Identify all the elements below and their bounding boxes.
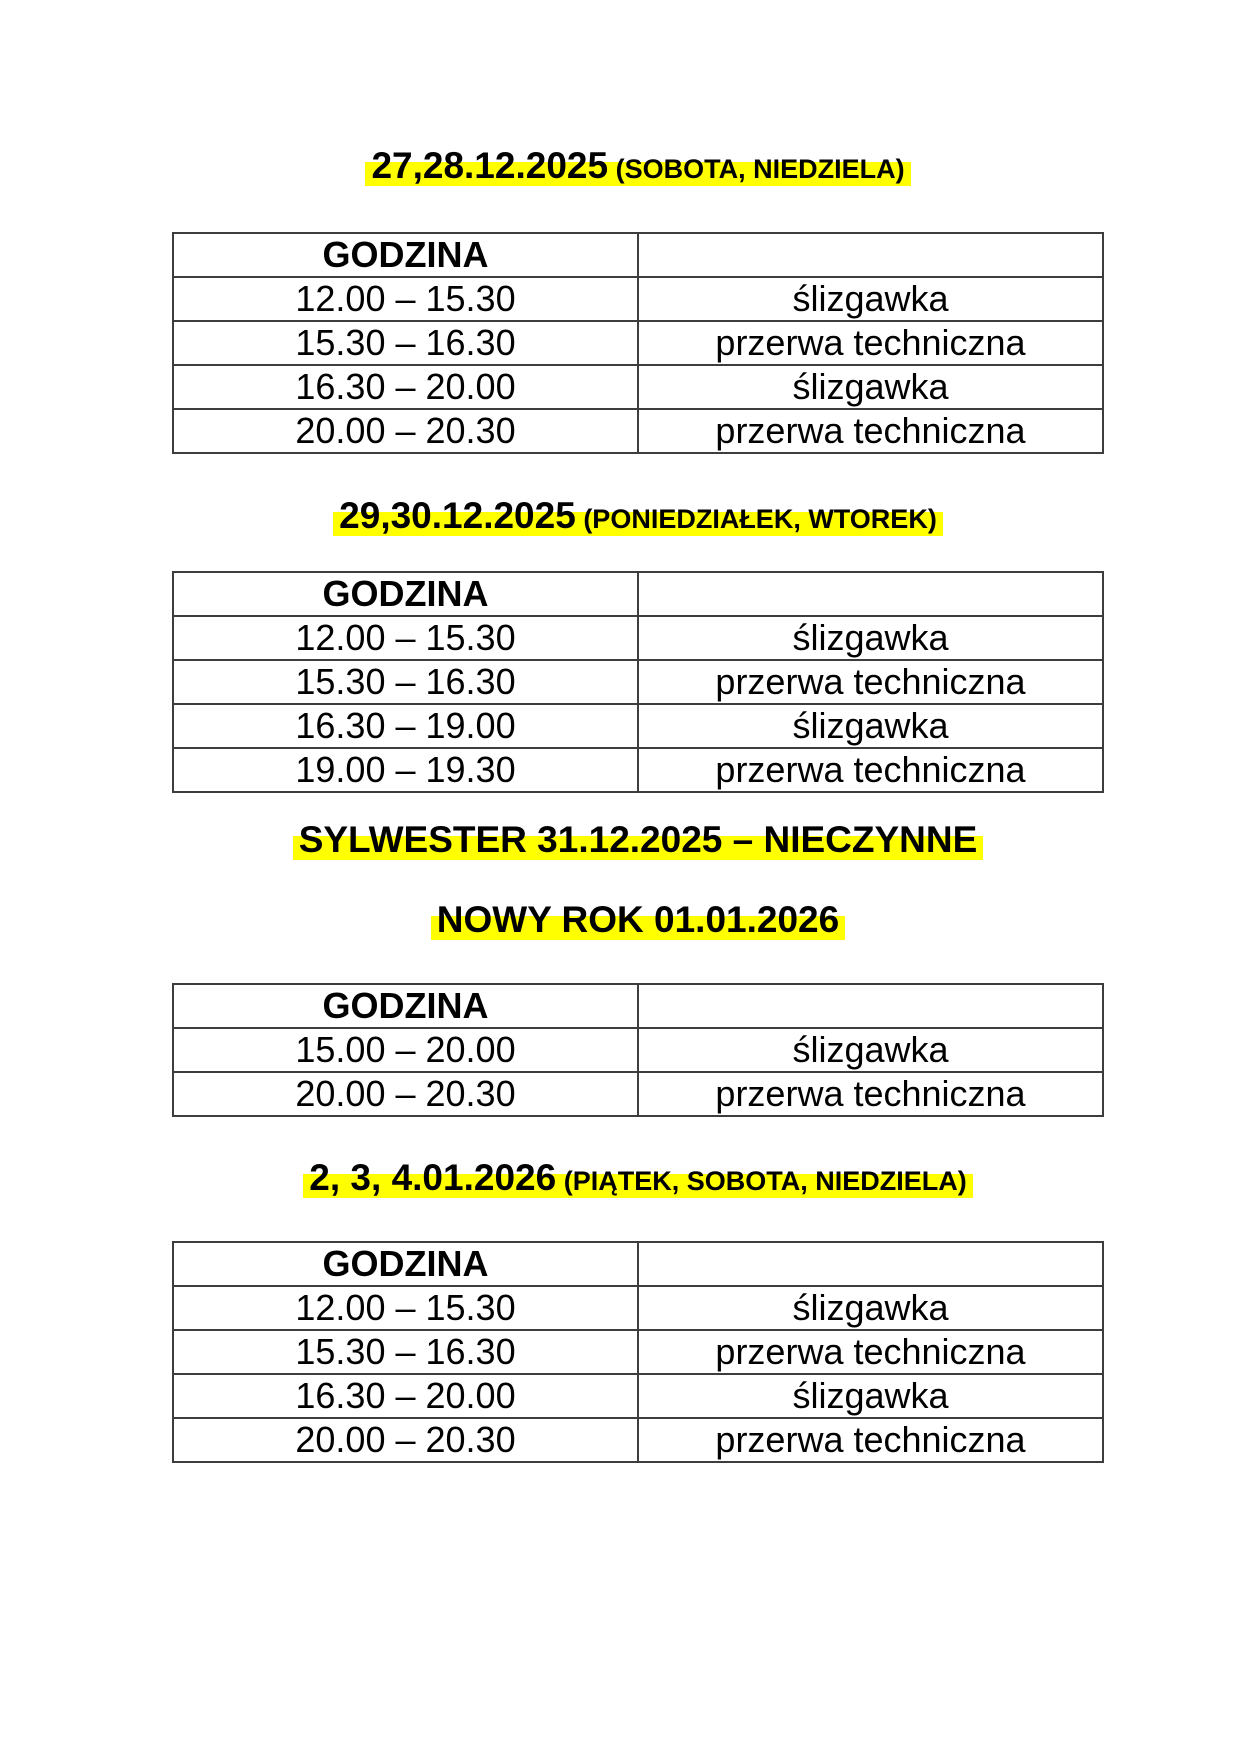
- godzina-header-cell: GODZINA: [173, 1242, 638, 1286]
- activity-cell: przerwa techniczna: [638, 409, 1103, 453]
- activity-cell: ślizgawka: [638, 277, 1103, 321]
- time-range-cell: 15.30 – 16.30: [173, 660, 638, 704]
- time-range-cell: 20.00 – 20.30: [173, 409, 638, 453]
- time-range-cell: 20.00 – 20.30: [173, 1418, 638, 1462]
- table-row: [173, 277, 1103, 321]
- heading-highlight: [365, 145, 910, 186]
- empty-header-cell: [638, 1242, 1103, 1286]
- time-range-cell: 16.30 – 20.00: [173, 1374, 638, 1418]
- heading-date: 2, 3, 4.01.2026: [309, 1157, 557, 1198]
- time-range-cell: 16.30 – 20.00: [173, 365, 638, 409]
- table-row: [173, 704, 1103, 748]
- godzina-header-cell: GODZINA: [173, 233, 638, 277]
- time-range-cell: 15.00 – 20.00: [173, 1028, 638, 1072]
- heading-date: 27,28.12.2025: [371, 145, 609, 186]
- table-row: [173, 1028, 1103, 1072]
- table-row: [173, 1072, 1103, 1116]
- activity-cell: przerwa techniczna: [638, 1418, 1103, 1462]
- heading-sylwester: [172, 819, 1104, 861]
- heading-days-text: (PONIEDZIAŁEK, WTOREK): [583, 504, 937, 534]
- schedule-table-dec-29-30: [172, 571, 1104, 793]
- empty-header-cell: [638, 984, 1103, 1028]
- heading-dec-27-28: [172, 145, 1104, 187]
- table-row: [173, 1374, 1103, 1418]
- table-row: [173, 1330, 1103, 1374]
- activity-cell: przerwa techniczna: [638, 748, 1103, 792]
- time-range-cell: 20.00 – 20.30: [173, 1072, 638, 1116]
- activity-cell: przerwa techniczna: [638, 660, 1103, 704]
- schedule-table-nowy-rok: [172, 983, 1104, 1117]
- time-range-cell: 15.30 – 16.30: [173, 1330, 638, 1374]
- time-range-cell: 15.30 – 16.30: [173, 321, 638, 365]
- time-range-cell: 12.00 – 15.30: [173, 277, 638, 321]
- time-range-cell: 12.00 – 15.30: [173, 1286, 638, 1330]
- godzina-header-cell: GODZINA: [173, 984, 638, 1028]
- table-header-row: [173, 984, 1103, 1028]
- table-row: [173, 409, 1103, 453]
- activity-cell: ślizgawka: [638, 704, 1103, 748]
- table-header-row: [173, 572, 1103, 616]
- heading-days-text: (PIĄTEK, SOBOTA, NIEDZIELA): [563, 1166, 967, 1196]
- activity-cell: ślizgawka: [638, 1028, 1103, 1072]
- godzina-header-cell: GODZINA: [173, 572, 638, 616]
- empty-header-cell: [638, 233, 1103, 277]
- heading-nowy-rok: [172, 899, 1104, 941]
- heading-highlight: [333, 495, 943, 536]
- table-row: [173, 321, 1103, 365]
- heading-dec-29-30: [172, 495, 1104, 537]
- heading-highlight: [303, 1157, 972, 1198]
- heading-highlight: [293, 819, 984, 860]
- activity-cell: ślizgawka: [638, 1286, 1103, 1330]
- heading-days: [608, 154, 905, 184]
- activity-cell: ślizgawka: [638, 616, 1103, 660]
- heading-days: [556, 1166, 967, 1196]
- table-row: [173, 365, 1103, 409]
- activity-cell: ślizgawka: [638, 365, 1103, 409]
- schedule-table-dec-27-28: [172, 232, 1104, 454]
- table-row: [173, 1286, 1103, 1330]
- heading-text: NOWY ROK 01.01.2026: [436, 899, 840, 940]
- table-row: [173, 660, 1103, 704]
- heading-date: 29,30.12.2025: [339, 495, 576, 536]
- activity-cell: ślizgawka: [638, 1374, 1103, 1418]
- table-row: [173, 748, 1103, 792]
- table-header-row: [173, 1242, 1103, 1286]
- activity-cell: przerwa techniczna: [638, 321, 1103, 365]
- activity-cell: przerwa techniczna: [638, 1330, 1103, 1374]
- time-range-cell: 19.00 – 19.30: [173, 748, 638, 792]
- heading-highlight: [431, 899, 845, 940]
- empty-header-cell: [638, 572, 1103, 616]
- heading-jan-2-3-4: [172, 1157, 1104, 1199]
- time-range-cell: 12.00 – 15.30: [173, 616, 638, 660]
- activity-cell: przerwa techniczna: [638, 1072, 1103, 1116]
- table-row: [173, 616, 1103, 660]
- schedule-table-jan-2-3-4: [172, 1241, 1104, 1463]
- schedule-document: [172, 0, 1104, 1463]
- table-row: [173, 1418, 1103, 1462]
- time-range-cell: 16.30 – 19.00: [173, 704, 638, 748]
- heading-text: SYLWESTER 31.12.2025 – NIECZYNNE: [298, 819, 978, 860]
- heading-days-text: (SOBOTA, NIEDZIELA): [615, 154, 905, 184]
- table-header-row: [173, 233, 1103, 277]
- heading-days: [576, 504, 937, 534]
